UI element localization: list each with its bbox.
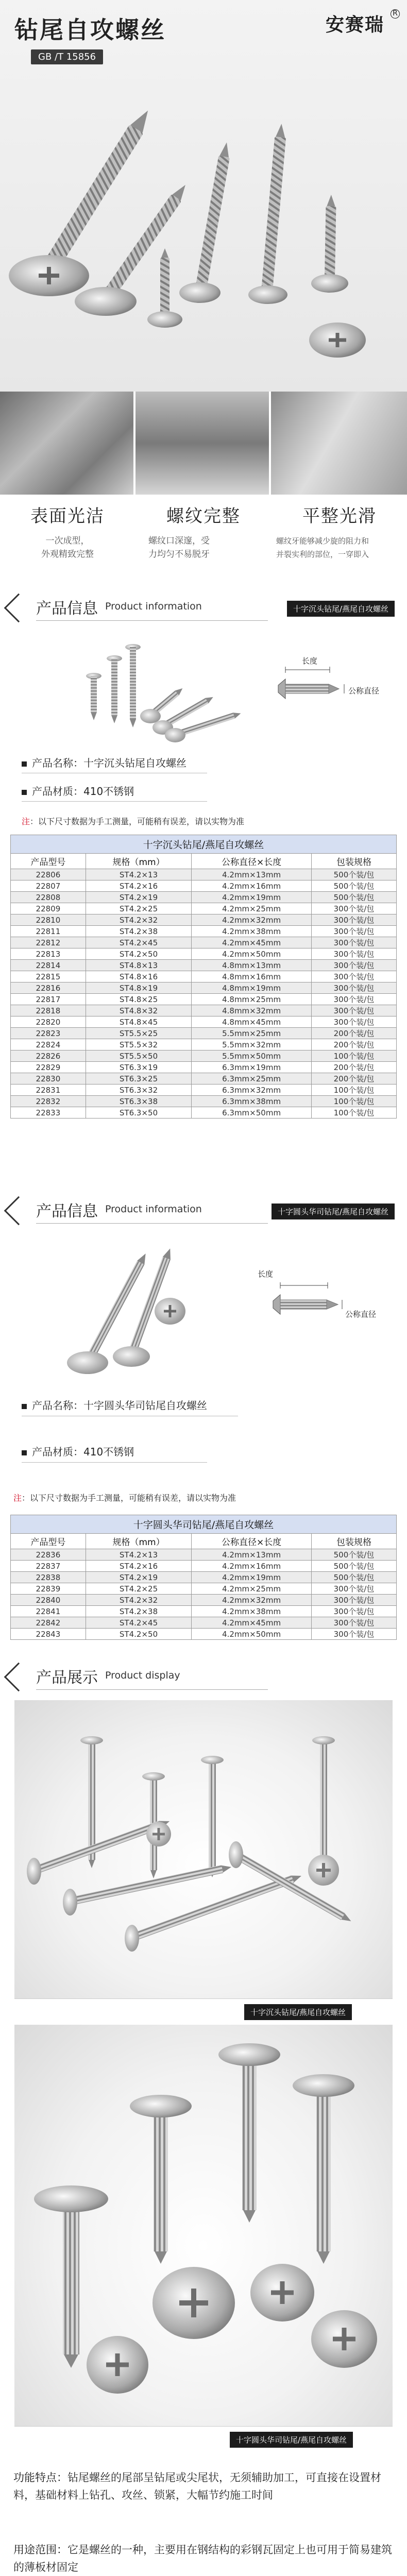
cell-spec: ST4.2×16: [86, 880, 191, 892]
cell-size: 4.2mm×25mm: [192, 903, 312, 914]
measurement-note: 注：以下尺寸数据为手工测量，可能稍有误差，请以实物为准: [13, 1493, 236, 1503]
cell-spec: ST5.5×32: [86, 1039, 191, 1050]
bullet-icon: [22, 1404, 27, 1409]
table-row: [11, 960, 397, 971]
table-row: [11, 1039, 397, 1050]
length-label: 长度: [258, 1269, 274, 1279]
cell-spec: ST4.2×38: [86, 926, 191, 937]
table-row: [11, 937, 397, 948]
divider: [22, 1462, 207, 1463]
cell-spec: ST4.2×32: [86, 914, 191, 926]
cell-package: 300个装/包: [311, 1629, 396, 1640]
feature-title: 螺纹完整: [166, 506, 241, 527]
section-arrow-icon: [4, 1196, 33, 1226]
cell-spec: ST4.2×38: [86, 1606, 191, 1617]
cell-size: 4.8mm×13mm: [192, 960, 312, 971]
table-row: [11, 1583, 397, 1595]
cell-model: 22839: [11, 1583, 86, 1595]
cell-model: 22824: [11, 1039, 86, 1050]
product-name: 产品名称：十字圆头华司钻尾自攻螺丝: [22, 1397, 207, 1412]
cell-size: 4.2mm×19mm: [192, 1572, 312, 1583]
cell-model: 22842: [11, 1617, 86, 1629]
cell-size: 6.3mm×38mm: [192, 1096, 312, 1107]
cell-spec: ST4.2×32: [86, 1595, 191, 1606]
cell-spec: ST6.3×25: [86, 1073, 191, 1084]
feature-desc: 螺纹口深邃，受 力均匀不易脱牙: [148, 536, 210, 560]
cell-model: 22841: [11, 1606, 86, 1617]
length-label: 长度: [302, 656, 318, 666]
cell-spec: ST4.2×19: [86, 892, 191, 903]
cell-package: 300个装/包: [311, 960, 396, 971]
cell-size: 4.2mm×38mm: [192, 1606, 312, 1617]
photo-tag: 十字圆头华司钻尾/燕尾自攻螺丝: [230, 2432, 353, 2448]
table-row: [11, 971, 397, 982]
table-row: [11, 1629, 397, 1640]
cell-model: 22826: [11, 1050, 86, 1062]
cell-spec: ST4.2×50: [86, 948, 191, 960]
hero-screws-image: [0, 72, 407, 392]
cell-package: 500个装/包: [311, 1572, 396, 1583]
section-title: 产品展示: [36, 1669, 98, 1687]
table-header-row: [11, 854, 397, 869]
cell-package: 200个装/包: [311, 1028, 396, 1039]
cell-package: 500个装/包: [311, 869, 396, 880]
table-body: [11, 869, 397, 1118]
section-title: 产品信息: [36, 1202, 98, 1221]
feature-title: 平整光滑: [302, 506, 377, 527]
washer-head-screws-image: [14, 2025, 393, 2427]
cell-spec: ST4.8×13: [86, 960, 191, 971]
cell-spec: ST4.2×13: [86, 1549, 191, 1561]
cell-model: 22843: [11, 1629, 86, 1640]
col-header-model: 产品型号: [11, 1534, 86, 1549]
cell-size: 4.2mm×45mm: [192, 1617, 312, 1629]
cell-size: 6.3mm×32mm: [192, 1084, 312, 1096]
cell-spec: ST4.8×19: [86, 982, 191, 994]
section-divider: [36, 1689, 268, 1690]
section-header-display: [0, 1656, 407, 1692]
cell-size: 4.2mm×19mm: [192, 892, 312, 903]
diameter-label: 公称直径: [348, 686, 380, 696]
section-subtitle: Product information: [105, 601, 202, 612]
countersunk-screws-image: [14, 1700, 393, 1999]
cell-size: 4.2mm×38mm: [192, 926, 312, 937]
cell-model: 22823: [11, 1028, 86, 1039]
feature-description: [13, 2469, 395, 2504]
cell-model: 22838: [11, 1572, 86, 1583]
registered-mark-icon: R: [391, 9, 400, 19]
table-row: [11, 903, 397, 914]
table-row: [11, 914, 397, 926]
cell-model: 22813: [11, 948, 86, 960]
table-row: [11, 1549, 397, 1561]
diameter-label: 公称直径: [345, 1310, 377, 1319]
cell-size: 6.3mm×50mm: [192, 1107, 312, 1118]
feature-surface: [0, 502, 135, 561]
table-row: [11, 994, 397, 1005]
feature-photo-surface: [0, 392, 135, 495]
spec-table-countersunk: [10, 835, 397, 1118]
cell-model: 22831: [11, 1084, 86, 1096]
usage-label: 用途范围：: [13, 2544, 67, 2556]
col-header-size: 公称直径×长度: [192, 854, 312, 869]
cell-model: 22814: [11, 960, 86, 971]
col-header-package: 包装规格: [311, 1534, 396, 1549]
table-row: [11, 1016, 397, 1028]
cell-model: 22809: [11, 903, 86, 914]
table-row: [11, 1561, 397, 1572]
cell-spec: ST6.3×32: [86, 1084, 191, 1096]
cell-model: 22830: [11, 1073, 86, 1084]
cell-size: 4.2mm×13mm: [192, 869, 312, 880]
cell-package: 300个装/包: [311, 982, 396, 994]
cell-package: 100个装/包: [311, 1107, 396, 1118]
brand-logo: 安赛瑞: [325, 14, 384, 36]
cell-size: 4.2mm×32mm: [192, 914, 312, 926]
feature-desc: 一次成型， 外观精致完整: [41, 536, 94, 560]
feature-photo-tip: [271, 392, 407, 495]
cell-package: 300个装/包: [311, 1005, 396, 1016]
table-body: [11, 1549, 397, 1640]
table-row: [11, 1107, 397, 1118]
cell-size: 4.2mm×13mm: [192, 1549, 312, 1561]
cell-model: 22812: [11, 937, 86, 948]
cell-size: 5.5mm×25mm: [192, 1028, 312, 1039]
cell-package: 300个装/包: [311, 971, 396, 982]
spec-table-washer-head: [10, 1515, 397, 1640]
cell-package: 300个装/包: [311, 903, 396, 914]
section-divider: [36, 620, 268, 621]
cell-model: 22815: [11, 971, 86, 982]
cell-package: 500个装/包: [311, 892, 396, 903]
section-subtitle: Product information: [105, 1204, 202, 1215]
cell-spec: ST4.2×16: [86, 1561, 191, 1572]
col-header-spec: 规格（mm）: [86, 1534, 191, 1549]
standard-badge: GB /T 15856: [31, 49, 103, 64]
cell-package: 300个装/包: [311, 994, 396, 1005]
col-header-model: 产品型号: [11, 854, 86, 869]
product-name: 产品名称：十字沉头钻尾自攻螺丝: [22, 755, 186, 770]
cell-size: 4.8mm×16mm: [192, 971, 312, 982]
table-row: [11, 869, 397, 880]
cell-size: 5.5mm×50mm: [192, 1050, 312, 1062]
cell-model: 22833: [11, 1107, 86, 1118]
cell-package: 200个装/包: [311, 1062, 396, 1073]
feature-smooth: [272, 502, 407, 561]
col-header-spec: 规格（mm）: [86, 854, 191, 869]
table-row: [11, 948, 397, 960]
feature-text: 钻尾螺丝的尾部呈钻尾或尖尾状，无须辅助加工，可直接在设置材料，基础材料上钻孔、攻丝、锁紧，大幅节约施工时间: [13, 2471, 381, 2501]
cell-model: 22840: [11, 1595, 86, 1606]
cell-spec: ST4.8×45: [86, 1016, 191, 1028]
cell-package: 300个装/包: [311, 948, 396, 960]
photo-tag: 十字沉头钻尾/燕尾自攻螺丝: [244, 2004, 352, 2020]
feature-photo-thread: [135, 392, 271, 495]
cell-package: 200个装/包: [311, 1073, 396, 1084]
cell-size: 5.5mm×32mm: [192, 1039, 312, 1050]
cell-size: 4.2mm×16mm: [192, 880, 312, 892]
cell-model: 22832: [11, 1096, 86, 1107]
bullet-icon: [22, 761, 27, 767]
cell-model: 22820: [11, 1016, 86, 1028]
usage-text: 它是螺丝的一种，主要用在钢结构的彩钢瓦固定上也可用于简易建筑的薄板材固定: [13, 2544, 392, 2573]
cell-model: 22810: [11, 914, 86, 926]
cell-spec: ST4.2×13: [86, 869, 191, 880]
cell-size: 4.8mm×25mm: [192, 994, 312, 1005]
section-header-info-2: [0, 1190, 407, 1226]
section-tag: 十字沉头钻尾/燕尾自攻螺丝: [287, 601, 395, 617]
cell-package: 300个装/包: [311, 926, 396, 937]
divider: [22, 801, 207, 802]
cell-size: 4.2mm×45mm: [192, 937, 312, 948]
cell-spec: ST4.8×32: [86, 1005, 191, 1016]
cell-model: 22829: [11, 1062, 86, 1073]
cell-spec: ST4.2×19: [86, 1572, 191, 1583]
cell-size: 4.8mm×45mm: [192, 1016, 312, 1028]
cell-spec: ST4.8×16: [86, 971, 191, 982]
cell-package: 300个装/包: [311, 1016, 396, 1028]
product-material: 产品材质：410不锈钢: [22, 1444, 134, 1459]
cell-size: 4.2mm×16mm: [192, 1561, 312, 1572]
cell-spec: ST6.3×19: [86, 1062, 191, 1073]
section-title: 产品信息: [36, 600, 98, 618]
table-row: [11, 1073, 397, 1084]
feature-desc: 螺纹牙能够减少旋的阻力和 并裂实利的部位，一穿即入: [276, 536, 369, 559]
cell-spec: ST4.8×25: [86, 994, 191, 1005]
section-arrow-icon: [4, 1663, 33, 1692]
cell-package: 300个装/包: [311, 914, 396, 926]
table-row: [11, 1084, 397, 1096]
cell-size: 6.3mm×25mm: [192, 1073, 312, 1084]
bullet-icon: [22, 790, 27, 795]
cell-spec: ST5.5×50: [86, 1050, 191, 1062]
table-row: [11, 892, 397, 903]
col-header-package: 包装规格: [311, 854, 396, 869]
table-row: [11, 1595, 397, 1606]
cell-model: 22818: [11, 1005, 86, 1016]
feature-thread: [136, 502, 271, 561]
cell-spec: ST5.5×25: [86, 1028, 191, 1039]
feature-strip: [0, 392, 407, 587]
usage-description: [13, 2541, 395, 2576]
cell-size: 6.3mm×19mm: [192, 1062, 312, 1073]
cell-spec: ST4.2×45: [86, 937, 191, 948]
cell-size: 4.2mm×50mm: [192, 1629, 312, 1640]
section-divider: [36, 1223, 268, 1224]
product-info-1-diagram: [0, 629, 407, 747]
display-photo-countersunk: [14, 1700, 393, 1999]
cell-model: 22806: [11, 869, 86, 880]
cell-spec: ST4.2×25: [86, 1583, 191, 1595]
cell-size: 4.2mm×50mm: [192, 948, 312, 960]
cell-package: 500个装/包: [311, 1561, 396, 1572]
cell-model: 22808: [11, 892, 86, 903]
cell-model: 22807: [11, 880, 86, 892]
cell-size: 4.2mm×25mm: [192, 1583, 312, 1595]
feature-label: 功能特点：: [13, 2471, 67, 2484]
table-row: [11, 1005, 397, 1016]
measurement-note: 注：以下尺寸数据为手工测量，可能稍有误差，请以实物为准: [22, 817, 245, 826]
cell-model: 22817: [11, 994, 86, 1005]
cell-spec: ST4.2×25: [86, 903, 191, 914]
table-header-row: [11, 1534, 397, 1549]
table-row: [11, 1606, 397, 1617]
cell-package: 500个装/包: [311, 880, 396, 892]
cell-spec: ST6.3×38: [86, 1096, 191, 1107]
table-row: [11, 1096, 397, 1107]
cell-package: 300个装/包: [311, 1595, 396, 1606]
table-row: [11, 926, 397, 937]
cell-package: 100个装/包: [311, 1096, 396, 1107]
cell-package: 200个装/包: [311, 1039, 396, 1050]
cell-package: 300个装/包: [311, 1606, 396, 1617]
table-row: [11, 1062, 397, 1073]
cell-model: 22837: [11, 1561, 86, 1572]
section-tag: 十字圆头华司钻尾/燕尾自攻螺丝: [272, 1204, 395, 1219]
cell-size: 4.8mm×19mm: [192, 982, 312, 994]
table-row: [11, 880, 397, 892]
cell-spec: ST4.2×45: [86, 1617, 191, 1629]
cell-spec: ST6.3×50: [86, 1107, 191, 1118]
cell-package: 300个装/包: [311, 1617, 396, 1629]
col-header-size: 公称直径×长度: [192, 1534, 312, 1549]
table-caption: 十字沉头钻尾/燕尾自攻螺丝: [10, 835, 397, 853]
cell-model: 22816: [11, 982, 86, 994]
section-subtitle: Product display: [105, 1670, 180, 1681]
section-header-info-1: [0, 587, 407, 623]
cell-spec: ST4.2×50: [86, 1629, 191, 1640]
table-caption: 十字圆头华司钻尾/燕尾自攻螺丝: [10, 1515, 397, 1533]
table-row: [11, 982, 397, 994]
product-material: 产品材质：410不锈钢: [22, 783, 134, 798]
cell-package: 300个装/包: [311, 937, 396, 948]
cell-package: 500个装/包: [311, 1549, 396, 1561]
cell-model: 22836: [11, 1549, 86, 1561]
cell-package: 300个装/包: [311, 1583, 396, 1595]
cell-size: 4.8mm×32mm: [192, 1005, 312, 1016]
table-row: [11, 1617, 397, 1629]
bullet-icon: [22, 1450, 27, 1455]
cell-model: 22811: [11, 926, 86, 937]
table-row: [11, 1050, 397, 1062]
cell-size: 4.2mm×32mm: [192, 1595, 312, 1606]
feature-title: 表面光洁: [30, 506, 105, 527]
hero-banner: [0, 0, 407, 392]
display-photo-washer-head: [14, 2025, 393, 2427]
page-title: 钻尾自攻螺丝: [14, 16, 166, 44]
table-row: [11, 1572, 397, 1583]
section-arrow-icon: [4, 594, 33, 623]
cell-package: 100个装/包: [311, 1084, 396, 1096]
table-row: [11, 1028, 397, 1039]
cell-package: 100个装/包: [311, 1050, 396, 1062]
